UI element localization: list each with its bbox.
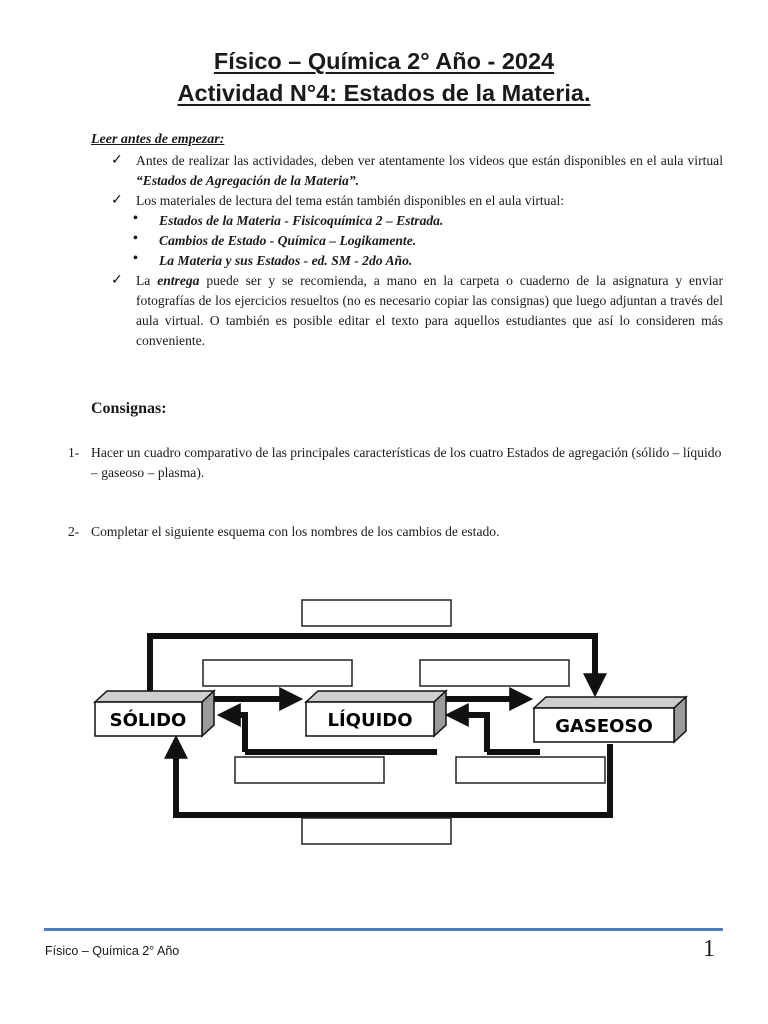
state-box-liquid: [306, 691, 446, 736]
arrow-liquid-to-solid: [224, 715, 245, 752]
delivery-emphasis: entrega: [157, 273, 200, 288]
answer-box-liquid-solid: [235, 757, 384, 783]
answer-box-bottom: [302, 818, 451, 844]
bullet-icon: •: [133, 231, 138, 246]
consignas-heading: Consignas:: [91, 400, 167, 417]
instructions-heading: Leer antes de empezar:: [91, 132, 225, 147]
answer-box-solid-liquid: [203, 660, 352, 686]
task-text: Hacer un cuadro comparativo de las principales características de los cuatro Estados de agregación (sólido – líquido – gaseoso – plasma).: [91, 445, 722, 480]
delivery-text-rest: puede ser y se recomienda, a mano en la carpeta o cuaderno de la asignatura y enviar fotografías de los ejercicios resueltos (no es necesario copiar las consignas) que luego adjuntan a través del aula virtual. O también es posible editar el texto para aquellos estudiantes que así lo consideren más conveniente.: [136, 273, 723, 348]
delivery-text-start: La: [136, 273, 158, 288]
state-box-gas: [534, 697, 686, 742]
videos-title: “Estados de Agregación de la Materia”.: [136, 173, 360, 188]
task-text: Completar el siguiente esquema con los nombres de los cambios de estado.: [91, 524, 500, 539]
title-line-1: Físico – Química 2° Año - 2024: [213, 48, 555, 74]
footer-divider: [44, 928, 723, 931]
footer-text: Físico – Química 2° Año: [45, 944, 180, 958]
task-number: 2-: [68, 524, 80, 539]
state-label-solid: SÓLIDO: [109, 710, 187, 731]
reading-item: Estados de la Materia - Fisicoquímica 2 – Estrada.: [159, 213, 444, 228]
answer-box-liquid-gas: [420, 660, 569, 686]
reading-item: Cambios de Estado - Química – Logikamente.: [159, 233, 417, 248]
title-line-2: Actividad N°4: Estados de la Materia.: [177, 80, 591, 106]
page-number: 1: [703, 936, 715, 962]
instruction-videos-text: Antes de realizar las actividades, deben ver atentamente los videos que están disponibles en el aula virtual: [136, 153, 723, 168]
state-label-liquid: LÍQUIDO: [327, 710, 413, 731]
task-number: 1-: [68, 445, 80, 460]
state-label-gas: GASEOSO: [555, 716, 653, 737]
checkmark-icon: ✓: [111, 193, 123, 208]
reading-item: La Materia y sus Estados - ed. SM - 2do Año.: [159, 253, 413, 268]
arrow-gas-to-liquid: [452, 715, 487, 752]
instruction-item-materials: Los materiales de lectura del tema están también disponibles en el aula virtual:: [136, 193, 565, 208]
answer-box-top: [302, 600, 451, 626]
checkmark-icon: ✓: [111, 153, 123, 168]
bullet-icon: •: [133, 251, 138, 266]
bullet-icon: •: [133, 211, 138, 226]
checkmark-icon: ✓: [111, 273, 123, 288]
state-box-solid: [95, 691, 214, 736]
answer-box-gas-liquid: [456, 757, 605, 783]
